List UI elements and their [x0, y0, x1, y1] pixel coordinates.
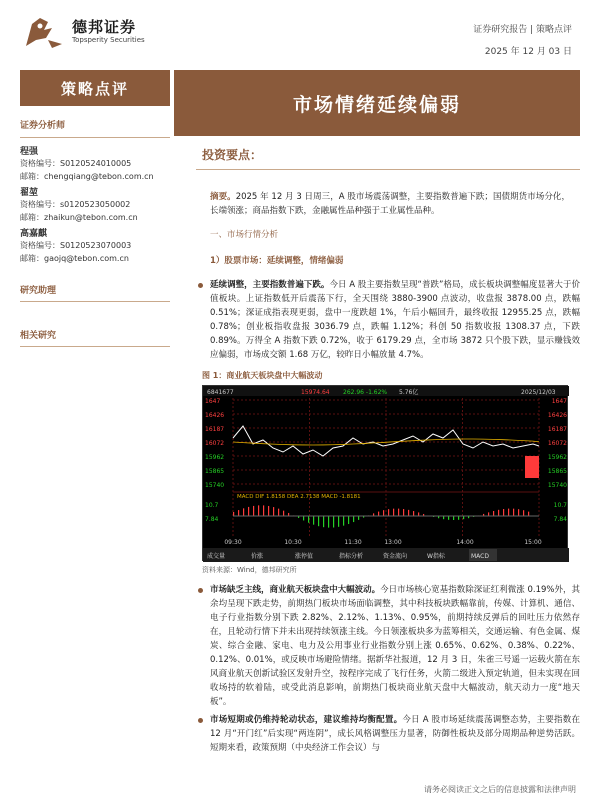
chart-tab: 资金流向	[383, 553, 408, 560]
footer-disclaimer: 请务必阅读正文之后的信息披露和法律声明	[424, 785, 576, 794]
paragraph-lead: 市场短期或仍维持轮动状态，建议维持均衡配置。	[210, 715, 403, 725]
macd-bar	[493, 511, 494, 516]
y-axis-label: 16187	[205, 426, 225, 433]
y-axis-label-right: 16187	[547, 426, 567, 433]
figure-source: 资料来源：Wind，德邦研究所	[202, 566, 297, 574]
chart-top-label: 2025/12/03	[521, 389, 556, 396]
macd-bar	[523, 510, 524, 516]
y-axis-label: 15865	[205, 468, 225, 475]
macd-bar	[508, 509, 509, 516]
report-title: 市场情绪延续偏弱	[292, 93, 461, 116]
macd-bar	[448, 516, 449, 520]
y-axis-label: 10.7	[205, 502, 219, 509]
company-logo	[22, 14, 162, 50]
macd-bar	[418, 512, 419, 516]
macd-bar	[413, 511, 414, 516]
analyst-license: 资格编号：S0120524010005	[20, 159, 132, 168]
chart-tab: 涨停值	[295, 553, 314, 560]
abstract	[196, 176, 580, 220]
macd-bar	[498, 510, 499, 516]
volume-bar	[525, 456, 539, 478]
subsection-heading: 1）股票市场：延续调整，情绪偏弱	[210, 256, 344, 266]
macd-bar	[393, 509, 394, 516]
macd-bar	[233, 512, 234, 516]
analyst-3	[20, 226, 170, 265]
analyst-name: 高嘉麒	[20, 229, 48, 239]
macd-bar	[273, 507, 274, 516]
chart-tab: 指标分析	[339, 553, 364, 560]
chart-tab: 成交量	[207, 553, 226, 560]
logo-text-cn: 德邦证券	[72, 18, 137, 36]
y-axis-label-right: 10.7	[553, 502, 567, 509]
macd-bar	[328, 516, 329, 528]
paragraph-2	[196, 583, 580, 709]
macd-bar	[278, 509, 279, 516]
chart-top-label: 15974.64	[301, 389, 330, 396]
section-heading: 一、市场行情分析	[210, 230, 279, 240]
macd-bar	[378, 512, 379, 516]
time-axis-label: 15:00	[524, 539, 542, 546]
macd-bar	[338, 516, 339, 527]
title-band	[174, 70, 580, 136]
paragraph-lead: 市场缺乏主线，商业航天板块盘中大幅波动。	[210, 585, 381, 595]
macd-bar	[243, 508, 244, 516]
chart-top-label: 262.96 -1.62%	[343, 389, 388, 396]
analyst-section-title: 证券分析师	[20, 118, 170, 138]
paragraph-lead: 延续调整，主要指数普遍下跌。	[210, 280, 330, 290]
category-band	[20, 70, 170, 106]
macd-bar	[313, 516, 314, 525]
paragraph-1	[196, 278, 580, 362]
macd-bar	[453, 516, 454, 520]
macd-bar	[503, 509, 504, 516]
macd-bar	[238, 510, 239, 516]
sidebar	[20, 118, 170, 347]
report-date: 2025 年 12 月 03 日	[484, 47, 572, 57]
y-axis-label-right: 7.84	[553, 516, 567, 523]
chart-top-label: 5.76亿	[399, 389, 419, 396]
macd-bar	[398, 509, 399, 516]
y-axis-label: 16426	[205, 412, 225, 419]
intraday-chart-svg	[203, 386, 569, 562]
analyst-email[interactable]: 邮箱：zhaikun@tebon.com.cn	[20, 213, 138, 222]
macd-bar	[268, 506, 269, 516]
investment-highlights-heading: 投资要点：	[196, 140, 580, 170]
paragraph-text: 今日 A 股主要指数呈现“普跌”格局，成长板块调整幅度显著大于价值板块。上证指数低开后震荡下行，全天围绕 3880-3900 点波动，收盘报 3878.00 点，跌幅 0.51%；深证成指表现更弱，盘中一度跌超 1%，午后小幅回升，最终收报 12955.25 点，跌幅 0.78%；创业板指收盘报 3036.79 点，跌幅 1.12%；科创 50 指数收报 1308.37 点，下跌 0.89%。万得全 A 指数下跌 0.72%，收于 6179.29 点，全市场 3872 只个股下跌，显示赚钱效应偏弱，市场成交额 1.68 万亿，较昨日小幅放量 4.7%。	[210, 280, 580, 360]
paragraph-3	[196, 713, 580, 755]
macd-bar	[303, 516, 304, 520]
macd-bar	[283, 511, 284, 516]
abstract-label: 摘要。	[210, 192, 236, 202]
report-header	[0, 0, 600, 62]
y-axis-label-right: 16072	[547, 440, 567, 447]
macd-bar	[488, 512, 489, 516]
paragraph-text: 今日 A 股市场延续震荡调整态势，主要指数在 12 月“开门红”后实现“两连阴”，成长风格调整压力显著，防御性板块及部分周期品种逆势活跃。短期来看，政策预期（中央经济工作会议）与	[210, 715, 580, 753]
y-axis-label: 7.84	[205, 516, 219, 523]
macd-bar	[358, 516, 359, 520]
macd-bar	[383, 510, 384, 516]
macd-bar	[253, 506, 254, 516]
macd-bar	[263, 505, 264, 516]
time-axis-label: 10:30	[284, 539, 302, 546]
logo-icon	[22, 14, 68, 50]
analyst-1	[20, 144, 170, 183]
y-axis-label-right: 15962	[547, 454, 567, 461]
analyst-license: 资格编号：S0120523070003	[20, 241, 132, 250]
macd-bar	[353, 516, 354, 522]
time-axis-label: 13:00	[384, 539, 402, 546]
macd-bar	[513, 509, 514, 516]
macd-bar	[318, 516, 319, 526]
y-axis-label-right: 15865	[547, 468, 567, 475]
macd-bar	[403, 509, 404, 516]
y-axis-label-right: 1647	[551, 398, 567, 405]
analyst-email[interactable]: 邮箱：gaojq@tebon.com.cn	[20, 254, 129, 263]
macd-label: MACD DIF 1.8158 DEA 2.7138 MACD -1.8181	[237, 494, 361, 500]
y-axis-label-right: 15740	[547, 482, 567, 489]
chart-tab: 价涨	[251, 553, 264, 560]
analyst-2	[20, 185, 170, 224]
chart-top-label: 6841677	[207, 389, 234, 396]
macd-bar	[518, 509, 519, 516]
analyst-name: 翟堃	[20, 188, 39, 198]
chart-tab: MACD	[471, 553, 489, 560]
related-research-title: 相关研究	[20, 328, 170, 347]
macd-bar	[388, 509, 389, 516]
macd-bar	[528, 512, 529, 516]
y-axis-label: 1647	[205, 398, 221, 405]
intraday-chart	[202, 385, 568, 561]
macd-bar	[343, 516, 344, 526]
main-content	[196, 140, 580, 755]
abstract-text: 2025 年 12 月 3 日周三，A 股市场震荡调整，主要指数普遍下跌；国债期货市场分化，长端领涨；商品指数下跌，金融属性品种强于工业属性品种。	[210, 192, 570, 216]
analyst-name: 程强	[20, 147, 39, 157]
paragraph-text: 今日市场核心宽基指数除深证红利微涨 0.19%外，其余均呈现下跌走势，前期热门板块市场面临调整，其中科技板块跌幅靠前，传媒、计算机、通信、电子行业指数分别下跌 2.82%、2.12%、1.13%、0.95%，前期持续反弹后的回吐压力依然存在，且轮动行情下并未出现持续领涨主线。今日领涨板块多为蓝筹相关，交通运输、有色金属、煤炭、综合金融、家电、电力及公用事业行业指数分别上涨 0.65%、0.62%、0.38%、0.22%、0.12%、0.01%，或反映市场避险情绪。据新华社报道，12 月 3 日，朱雀三号遥一运载火箭在东风商业航天创新试验区发射升空，按程序完成了飞行任务，火箭二级进入预定轨道，但未实现在回收场持的软着陆，或受此消息影响，前期热门板块商业航天盘中大幅波动，航天动力一度“地天板”。	[210, 585, 580, 707]
research-assistant-title: 研究助理	[20, 283, 170, 302]
time-axis-label: 09:30	[224, 539, 242, 546]
figure-caption: 图 1：商业航天板块盘中大幅波动	[202, 371, 323, 380]
time-axis-label: 14:00	[456, 539, 474, 546]
y-axis-label: 15740	[205, 482, 225, 489]
y-axis-label: 15962	[205, 454, 225, 461]
macd-bar	[458, 516, 459, 520]
macd-bar	[408, 510, 409, 516]
y-axis-label: 16072	[205, 440, 225, 447]
macd-bar	[333, 516, 334, 528]
analyst-license: 资格编号：s0120523050002	[20, 200, 131, 209]
logo-text-en: Topsperity Securities	[72, 36, 145, 44]
macd-bar	[348, 516, 349, 524]
chart-tab: W指标	[427, 553, 445, 560]
macd-bar	[258, 505, 259, 516]
macd-bar	[323, 516, 324, 527]
y-axis-label-right: 16426	[547, 412, 567, 419]
report-type: 证券研究报告 | 策略点评	[473, 25, 572, 35]
category-label: 策略点评	[60, 79, 129, 98]
macd-bar	[308, 516, 309, 523]
analyst-email[interactable]: 邮箱：chengqiang@tebon.com.cn	[20, 172, 154, 181]
macd-bar	[248, 507, 249, 516]
time-axis-label: 11:30	[344, 539, 362, 546]
